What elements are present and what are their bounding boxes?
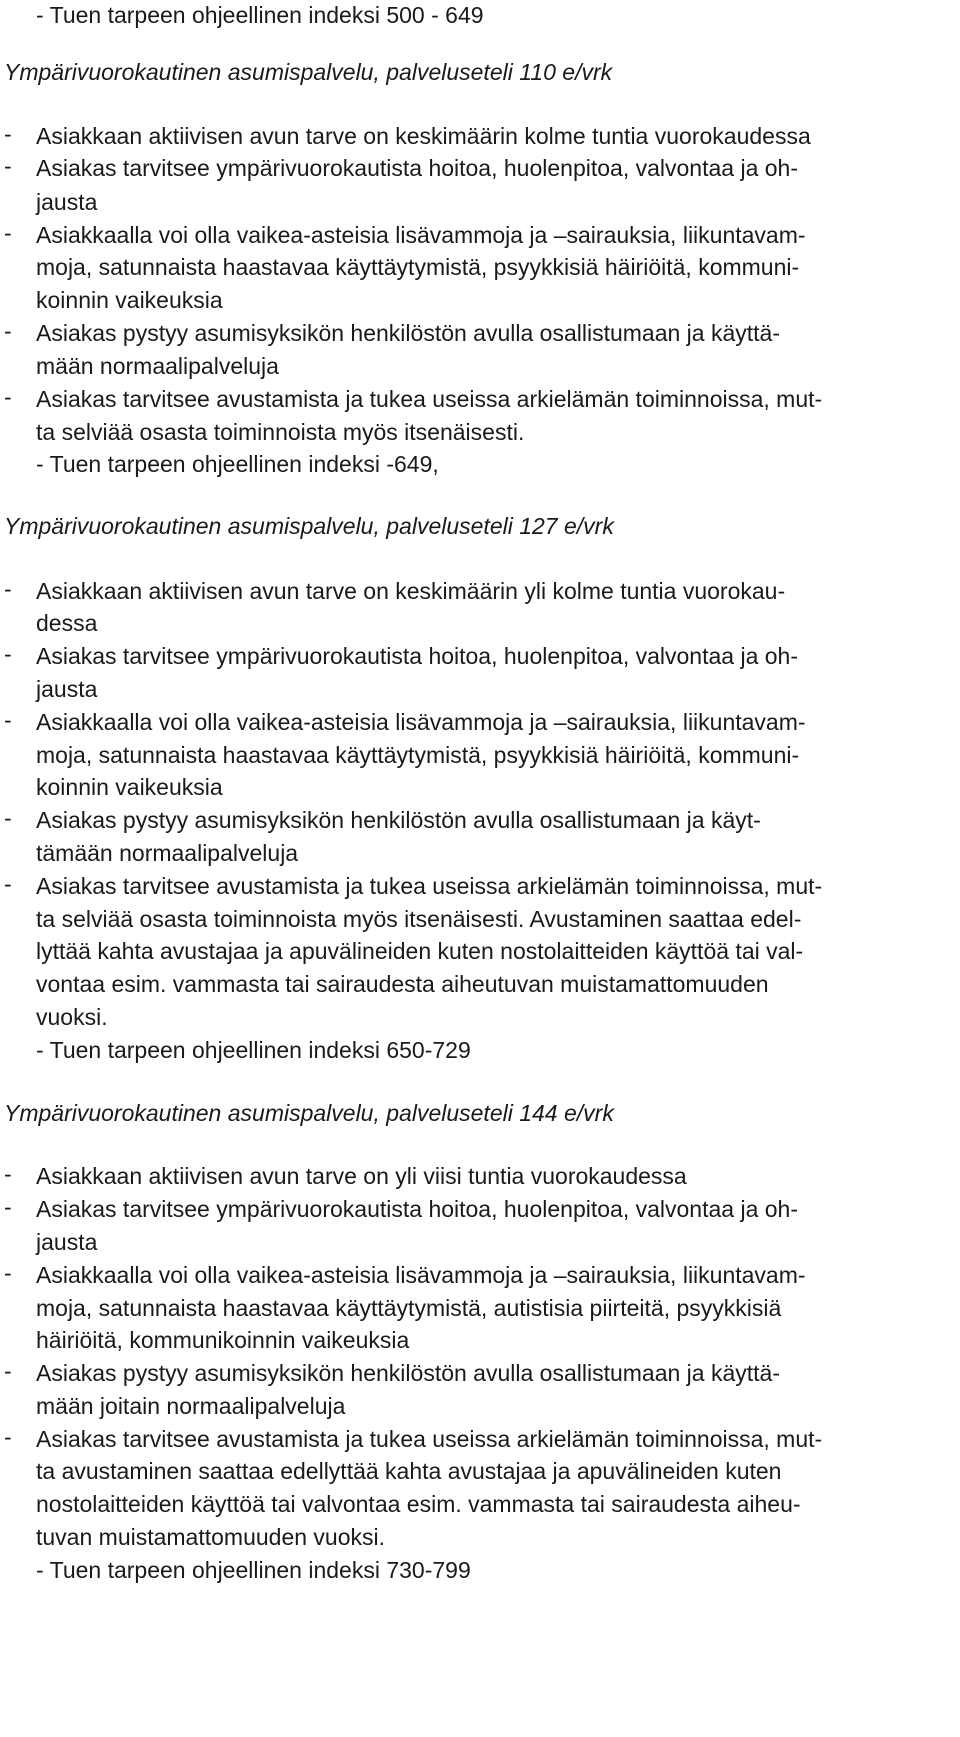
list-item-line: moja, satunnaista haastavaa käyttäytymistä, psyykkisiä häiriöitä, kommuni- xyxy=(36,254,800,280)
bullet-dash: - xyxy=(4,1194,12,1220)
bullet-dash: - xyxy=(4,707,12,733)
list-item-line: nostolaitteiden käyttöä tai valvontaa esim. vammasta tai sairaudesta aiheu- xyxy=(36,1491,801,1517)
list-item-line: koinnin vaikeuksia xyxy=(36,774,223,800)
list-item-line: Asiakas tarvitsee ympärivuorokautista hoitoa, huolenpitoa, valvontaa ja oh- xyxy=(36,1196,798,1222)
list-item-line: Asiakkaan aktiivisen avun tarve on yli viisi tuntia vuorokaudessa xyxy=(36,1163,687,1189)
list-item-line: Asiakas pystyy asumisyksikön henkilöstön avulla osallistumaan ja käyttä- xyxy=(36,1360,780,1386)
bullet-dash: - xyxy=(4,318,12,344)
list-item-line: Asiakkaan aktiivisen avun tarve on keskimäärin yli kolme tuntia vuorokau- xyxy=(36,578,786,604)
list-item-line: ta selviää osasta toiminnoista myös itsenäisesti. Avustaminen saattaa edel- xyxy=(36,906,802,932)
section-1-heading: Ympärivuorokautinen asumispalvelu, palveluseteli 110 e/vrk xyxy=(4,59,613,85)
intro-index-text: - Tuen tarpeen ohjeellinen indeksi 500 - 649 xyxy=(36,2,484,28)
bullet-dash: - xyxy=(4,805,12,831)
list-item-line: ta avustaminen saattaa edellyttää kahta avustajaa ja apuvälineiden kuten xyxy=(36,1458,782,1484)
list-item-line: lyttää kahta avustajaa ja apuvälineiden kuten nostolaitteiden käyttöä tai val- xyxy=(36,938,804,964)
bullet-dash: - xyxy=(4,121,12,147)
list-item-line: dessa xyxy=(36,610,98,636)
list-item-line: Asiakas tarvitsee ympärivuorokautista hoitoa, huolenpitoa, valvontaa ja oh- xyxy=(36,155,798,181)
list-item-line: Asiakkaan aktiivisen avun tarve on keskimäärin kolme tuntia vuorokaudessa xyxy=(36,123,811,149)
list-item-line: moja, satunnaista haastavaa käyttäytymistä, autistisia piirteitä, psyykkisiä xyxy=(36,1295,782,1321)
list-item-line: vuoksi. xyxy=(36,1004,108,1030)
section-2-heading: Ympärivuorokautinen asumispalvelu, palveluseteli 127 e/vrk xyxy=(4,513,614,539)
list-item-line: Asiakas tarvitsee ympärivuorokautista hoitoa, huolenpitoa, valvontaa ja oh- xyxy=(36,643,798,669)
list-item-line: tuvan muistamattomuuden vuoksi. xyxy=(36,1524,386,1550)
section-2-index: - Tuen tarpeen ohjeellinen indeksi 650-729 xyxy=(36,1037,471,1063)
list-item-line: koinnin vaikeuksia xyxy=(36,287,223,313)
list-item-line: Asiakas tarvitsee avustamista ja tukea useissa arkielämän toiminnoissa, mut- xyxy=(36,386,823,412)
list-item-line: moja, satunnaista haastavaa käyttäytymistä, psyykkisiä häiriöitä, kommuni- xyxy=(36,742,800,768)
list-item-line: häiriöitä, kommunikoinnin vaikeuksia xyxy=(36,1327,410,1353)
bullet-dash: - xyxy=(4,153,12,179)
bullet-dash: - xyxy=(4,1424,12,1450)
bullet-dash: - xyxy=(4,220,12,246)
bullet-dash: - xyxy=(4,871,12,897)
list-item-line: mään joitain normaalipalveluja xyxy=(36,1393,346,1419)
list-item-line: Asiakas tarvitsee avustamista ja tukea useissa arkielämän toiminnoissa, mut- xyxy=(36,873,823,899)
bullet-dash: - xyxy=(4,1260,12,1286)
list-item-line: Asiakkaalla voi olla vaikea-asteisia lisävammoja ja –sairauksia, liikuntavam- xyxy=(36,709,806,735)
list-item-line: Asiakkaalla voi olla vaikea-asteisia lisävammoja ja –sairauksia, liikuntavam- xyxy=(36,1262,806,1288)
section-3-index: - Tuen tarpeen ohjeellinen indeksi 730-799 xyxy=(36,1557,471,1583)
list-item-line: ta selviää osasta toiminnoista myös itsenäisesti. xyxy=(36,419,525,445)
bullet-dash: - xyxy=(4,1358,12,1384)
section-3-heading: Ympärivuorokautinen asumispalvelu, palveluseteli 144 e/vrk xyxy=(4,1100,614,1126)
list-item-line: Asiakas tarvitsee avustamista ja tukea useissa arkielämän toiminnoissa, mut- xyxy=(36,1426,823,1452)
bullet-dash: - xyxy=(4,576,12,602)
list-item-line: jausta xyxy=(36,676,98,702)
bullet-dash: - xyxy=(4,384,12,410)
list-item-line: mään normaalipalveluja xyxy=(36,353,279,379)
list-item-line: jausta xyxy=(36,189,98,215)
list-item-line: tämään normaalipalveluja xyxy=(36,840,299,866)
bullet-dash: - xyxy=(4,641,12,667)
list-item-line: Asiakkaalla voi olla vaikea-asteisia lisävammoja ja –sairauksia, liikuntavam- xyxy=(36,222,806,248)
list-item-line: Asiakas pystyy asumisyksikön henkilöstön avulla osallistumaan ja käyttä- xyxy=(36,320,780,346)
list-item-line: jausta xyxy=(36,1229,98,1255)
section-1-index: - Tuen tarpeen ohjeellinen indeksi -649, xyxy=(36,451,439,477)
list-item-line: Asiakas pystyy asumisyksikön henkilöstön avulla osallistumaan ja käyt- xyxy=(36,807,761,833)
list-item-line: vontaa esim. vammasta tai sairaudesta aiheutuvan muistamattomuuden xyxy=(36,971,769,997)
bullet-dash: - xyxy=(4,1161,12,1187)
